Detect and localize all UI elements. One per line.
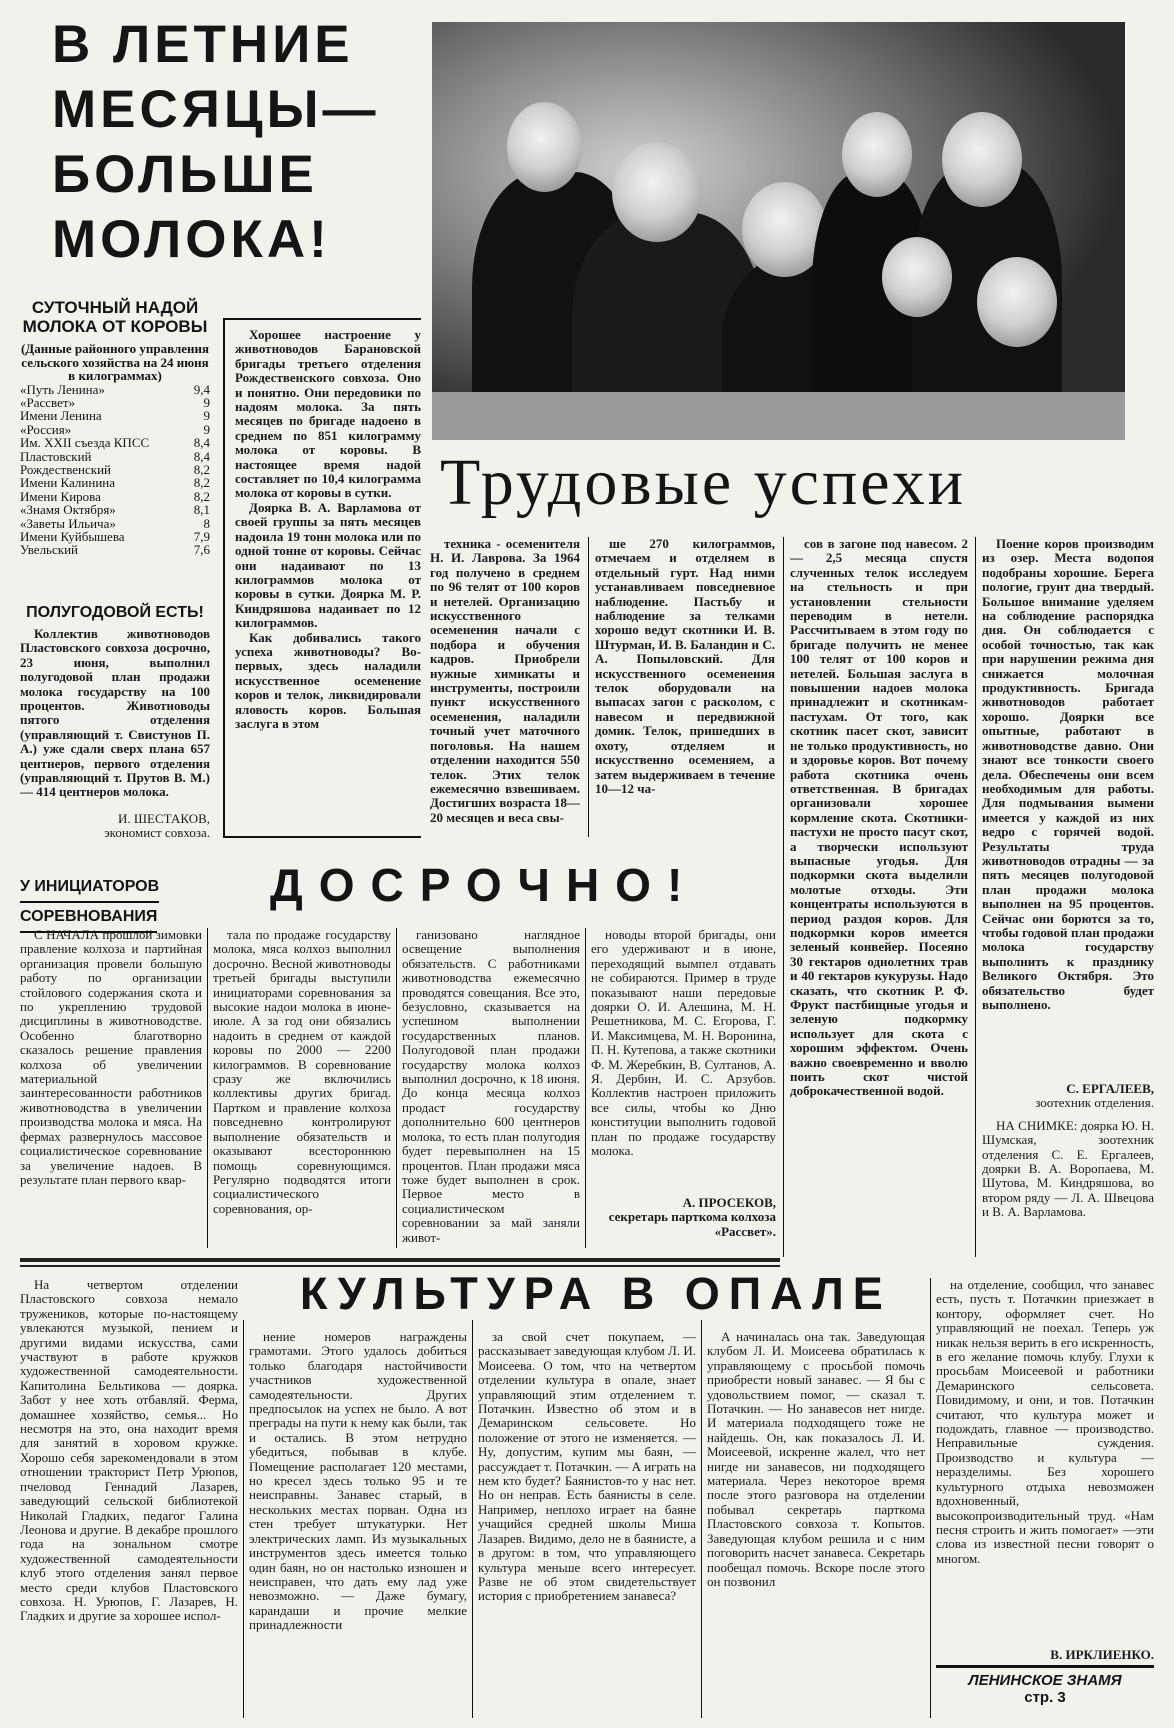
initiators-col-4: новоды второй бригады, они его удерживают и в июне, переходящий вымпел отдавать не собираются. Пример в труде показывают наши передовые доярки О. И. Алешина, М. Н. Решетникова, М. С. Егорова, Г. И. Максимцева, М. Н. Воронина, П. Н. Кутепова, а также скотники Ф. М. Жеребкин, В. Султанов, А. Я. Дербин, И. С. Арзубов. Коллектив настроен приложить все силы, чтобы ко Дню конституции выполнить годовой план по продаже государству молока. А. ПРОСЕКОВ, секретарь парткома колхоза «Рассвет». xyxy=(591,928,776,1239)
footer xyxy=(936,1665,1154,1706)
box-paragraph: Доярка В. А. Варламова от своей группы за пять месяцев надоила 19 тонн молока или по одной тонне от коровы. Сейчас они надаивают по 13 килограммов молока от коровы в сутки. Доярка М. Р. Киндряшова надаивает по 12 килограммов. xyxy=(235,499,421,631)
farm-yield: 9 xyxy=(203,421,210,437)
farm-yield: 8,2 xyxy=(193,475,210,491)
kultura-col-2: нение номеров награждены грамотами. Этого удалось добиться только благодаря настойчивости участников художественной самодеятельности. Других предпосылок на успех не было. А вот преграды на пути к нему как были, так и остались. В этом нетрудно убедиться, побывав в клубе. Помещение располагает 120 местами, но кресел здесь только 95 и те неисправны. Занавес старый, в нескольких местах порван. Одна из стен требует штукатурки. Нет электрических ламп. Из музыкальных инструментов здесь имеется только один баян, но он настолько изношен и неисправен, что дать ему лад уже невозможно. — Даже бумагу, карандаши и прочие мелкие принадлежности xyxy=(249,1330,467,1633)
farm-name: Им. XXII съезда КПСС xyxy=(20,435,150,451)
kultura-col-3: за свой счет покупаем, — рассказывает заведующая клубом Л. И. Моисеева. О том, что на четвертом отделении культура в опале, знает управляющий этим отделением т. Потачкин. Известно об этом и в Демаринском сельсовете. Но положение от этого не изменяется. — Ну, допустим, купим мы баян, — рассуждает т. Потачкин. — А играть на нем кто будет? Баянистов-то у нас нет. Но он неправ. Есть баянисты в селе. Например, неплохо играет на баяне учащийся средней школы Миша Лазарев. Видимо, дело не в баянисте, а в другом: в том, что управляющего культура меньше всего интересует. Разве не об этом свидетельствует история с приобретением занавеса? xyxy=(478,1330,696,1604)
farm-name: «Знамя Октября» xyxy=(20,502,116,518)
farm-yield: 9,4 xyxy=(193,381,210,397)
yield-row xyxy=(20,503,210,516)
yield-row xyxy=(20,450,210,463)
title-line: БОЛЬШЕ xyxy=(52,145,318,204)
farm-yield: 8,4 xyxy=(193,448,210,464)
farm-name: Рождественский xyxy=(20,461,112,477)
yield-row xyxy=(20,383,210,396)
farm-yield: 7,6 xyxy=(193,542,210,558)
yield-row xyxy=(20,530,210,543)
trud-col-3: сов в загоне под навесом. 2 — 2,5 месяца спустя слученных телок исследуем на стельность и при установлении стельности переводим в нетели. Рассчитываем в этом году по бригаде получить не менее 100 телят от 100 коров и нетелей. Большая заслуга в повышении надоев молока принадлежит и скотникам-пастухам. От того, как скотник пасет скот, зависит не только продуктивность, но и здоровье коров. Вот почему работа скотника очень ответственная. В бригадах организовали хорошее кормление скота. Скотники-пастухи не просто пасут скот, а творчески используют выпасные угодья. Для подкормки скота выделили молотые отходы. Эти концентраты используются в период раздоя коров. Для подкормки коров имеется зеленый конвейер. Посеяно 30 гектаров однолетних трав и 40 гектаров кукурузы. Надо сказать, что скотник Р. Ф. Фрукт пастбищные угодья и зеленую подкормку использует для скота с хорошим эффектом. Очень важно своевременно и вволю поить скот чистой доброкачественной водой. xyxy=(790,537,968,1099)
farm-name: Пластовский xyxy=(20,448,92,464)
farm-name: Имени Кирова xyxy=(20,488,101,504)
yield-row xyxy=(20,543,210,556)
farm-name: Увельский xyxy=(20,542,78,558)
half-year-heading: ПОЛУГОДОВОЙ ЕСТЬ! xyxy=(26,604,204,621)
trud-col-4: Поение коров производим из озер. Места водопоя подобраны хорошие. Берега пологие, грунт дна твердый. Большое внимание уделяем на соблюдение распорядка дня. Он соблюдается с особой точностью, так как при нарушении режима дня снижается молочная продуктивность. Бригада животноводов работает хорошо. Доярки все опытные, работают в животноводстве давно. Они знают все тонкости своего дела. Обеспечены они всем необходимым для работы. Для подмывания вымени имеется у каждой из них ведро с горячей водой. Результаты труда животноводов отрадны — за пять месяцев полугодовой план продажи молока выполнен на 95 процентов. Сейчас они борются за то, чтобы годовой план продажи молока государству выполнить к празднику Великого Октября. Это обязательство будет выполнено. С. ЕРГАЛЕЕВ, зоотехник отделения. НА СНИМКЕ: доярка Ю. Н. Шумская, зоотехник отделения С. Е. Ергалеев, доярки В. А. Воропаева, М. Шутова, М. Киндряшова, во втором ряду — Л. А. Швецова и В. А. Варламова. xyxy=(982,537,1154,1239)
initiators-col-1: С НАЧАЛА прошлой зимовки правление колхоза и партийная организация провели большую работу по организации стойлового содержания скота и по укреплению трудовой дисциплины в животноводстве. Особенно благотворно сказалось решение правления колхоза об увеличении материальной заинтересованности работников животноводства в увеличении производства молока и мяса. На фермах развернулось массовое социалистическое соревнование за увеличение надоев. В результате план первого квар- xyxy=(20,928,202,1187)
box-story xyxy=(223,318,421,838)
yield-row xyxy=(20,436,210,449)
yield-row xyxy=(20,490,210,503)
farm-name: Имени Ленина xyxy=(20,408,102,424)
initiators-signature: А. ПРОСЕКОВ, xyxy=(682,1195,776,1210)
yield-row xyxy=(20,423,210,436)
kultura-col-4: А начиналась она так. Заведующая клубом Л. И. Моисеева обратилась к управляющему с просьбой помочь приобрести новый занавес. — Я бы с удовольствием помог, — сказал т. Потачкин. — Но занавесов нет нигде. И материала подходящего тоже не найдешь. Он, как показалось Л. И. Моисеевой, искренне жалел, что нет нигде ни занавесов, ни подходящего материала. Через некоторое время после этого разговора на отделении побывал секретарь парткома Пластовского совхоза т. Копытов. Заведующая клубом решила и с ним поговорить насчет занавеса. Секретарь пообещал помочь. Вскоре после этого он позвонил xyxy=(707,1330,925,1589)
yield-note: (Данные районного управления сельского хозяйства на 24 июня в килограммах) xyxy=(20,341,210,383)
initiators-position: секретарь парткома колхоза «Рассвет». xyxy=(608,1209,776,1239)
yield-row xyxy=(20,396,210,409)
initiators-col-2: тала по продаже государству молока, мяса колхоз выполнил досрочно. Весной животноводы третьей бригады выступили инициаторами соревнования за высокие надои молока в июне-июле. А за год они обязались надоить в среднем от каждой коровы по 2000 — 2200 килограммов. В соревнование сразу же включились коллективы других бригад. Партком и правление колхоза повседневно контролируют выполнение обязательств и оказывают всестороннюю помощь соревнующимся. Регулярно подводятся итоги социалистического соревнования, ор- xyxy=(213,928,391,1216)
farm-name: Имени Калинина xyxy=(20,475,116,491)
farm-yield: 8,2 xyxy=(193,461,210,477)
yield-table-block xyxy=(20,298,210,557)
yield-table xyxy=(20,383,210,557)
kultura-col-5: на отделение, сообщил, что занавес есть, пусть т. Потачкин приезжает в контору, оформляет счет. Но управляющий не поехал. Теперь уж никак нельзя верить в его искренность, в его желание помочь клубу. Глухи к просьбам Моисеевой и работники Демаринского сельсовета. Повидимому, и они, и тов. Потачкин считают, что культура может и подождать, главное — производство. Неправильные суждения. Производство и культура — неразделимы. Без хорошего культурного отдыха невозможен вдохновенный, высокопроизводительный труд. «Нам песня строить и жить помогает» —эти слова из известной песни говорят о многом. В. ИРКЛИЕНКО. xyxy=(936,1278,1154,1662)
yield-row xyxy=(20,517,210,530)
page-number: стр. 3 xyxy=(1024,1689,1066,1706)
farm-name: «Рассвет» xyxy=(20,394,76,410)
farm-name: Имени Куйбышева xyxy=(20,528,125,544)
kultura-signature: В. ИРКЛИЕНКО. xyxy=(1050,1647,1154,1662)
photo-milkmaids xyxy=(432,22,1125,440)
main-title xyxy=(52,12,380,272)
photo-caption: НА СНИМКЕ: доярка Ю. Н. Шумская, зоотехник отделения С. Е. Ергалеев, доярки В. А. Воропаева, М. Шутова, М. Киндряшова, во втором ряду — Л. А. Швецова и В. А. Варламова. xyxy=(982,1118,1154,1220)
farm-name: «Заветы Ильича» xyxy=(20,515,116,531)
initiators-col-3: ганизовано наглядное освещение выполнения обязательств. С работниками животноводства ежемесячно проводятся совещания. Все это, безусловно, сказывается на успешном выполнении государственных планов. Полугодовой план продажи государству молока колхоз выполнил досрочно, к 18 июня. До конца месяца колхоз продаст государству дополнительно 600 центнеров молока, то есть план полугодия будет перевыполнен на 15 процентов. План продажи мяса тоже будет выполнен в срок. Первое место в социалистическом соревновании за май заняли живот- xyxy=(402,928,580,1245)
box-story-text xyxy=(235,328,421,833)
title-line: В ЛЕТНИЕ xyxy=(52,15,354,74)
trud-headline: Трудовые успехи xyxy=(440,446,967,519)
kultura-col-1: На четвертом отделении Пластовского совхоза немало тружеников, которые по-настоящему увлекаются музыкой, пением и другими видами искусства, сами участвуют в работе кружков художественной самодеятельности. Капитолина Бельтикова — доярка. Забот у нее хоть отбавляй. Ферма, домашнее хозяйство, семья... Но несмотря на это, она находит время для занятий в хоровом кружке. Хорошо себя зарекомендовали в этом отношении тракторист Петр Урюпов, пчеловод Геннадий Лазарев, заведующий сельской библиотекой Николай Гладких, педагог Галина Леонова и другие. В декабре прошлого года на зональном смотре художественной самодеятельности клуб этого отделения занял первое место среди клубов Пластовского совхоза. Н. Урюпов, Г. Лазарев, Н. Гладких и другие за хорошее испол- xyxy=(20,1278,238,1624)
newspaper-name: ЛЕНИНСКОЕ ЗНАМЯ xyxy=(968,1672,1122,1689)
rubric-line-1: У ИНИЦИАТОРОВ xyxy=(20,873,159,903)
yield-heading: СУТОЧНЫЙ НАДОЙ МОЛОКА ОТ КОРОВЫ xyxy=(22,298,208,336)
trud-position: зоотехник отделения. xyxy=(1035,1095,1154,1111)
title-line: МЕСЯЦЫ— xyxy=(52,80,380,139)
half-year-signature: И. ШЕСТАКОВ, xyxy=(118,812,210,826)
dosrochno-headline: ДОСРОЧНО! xyxy=(270,859,699,911)
farm-name: «Путь Ленина» xyxy=(20,381,105,397)
farm-yield: 7,9 xyxy=(193,528,210,544)
farm-yield: 8,2 xyxy=(193,488,210,504)
trud-col-2: ше 270 килограммов, отмечаем и отделяем в отдельный гурт. Над ними устанавливаем повседневное наблюдение. Пастьбу и наблюдение за телками хорошо ведут скотники И. В. Штурман, И. В. Баландин и С. А. Попыловский. Для искусственного осеменения телок оборудовали на выпасах загон с расколом, с навесом и передвижной домик. Телок, пришедших в охоту, отделяем и искусственно осеменяем, а затем выдерживаем в течение 10—12 ча- xyxy=(595,537,775,796)
farm-yield: 8,1 xyxy=(193,502,210,518)
farm-yield: 9 xyxy=(203,394,210,410)
yield-row xyxy=(20,476,210,489)
yield-row xyxy=(20,463,210,476)
half-year-block xyxy=(20,603,210,841)
box-paragraph: Хорошее настроение у животноводов Барановской бригады третьего отделения Рождественского совхоза. Оно и понятно. Они передовики по надоям молока. За пять месяцев по бригаде надоено в среднем по 851 килограмму молока от коровы. В настоящее время надой составляет по 10,4 килограмма молока от коровы в сутки. xyxy=(235,328,421,501)
rubric xyxy=(20,873,159,933)
title-line: МОЛОКА! xyxy=(52,210,331,269)
box-paragraph: Как добивались такого успеха животноводы? Во-первых, здесь наладили искусственное осеменение коров и телок, ликвидировали яловость коров. Большая заслуга в этом xyxy=(235,629,421,731)
farm-yield: 8 xyxy=(203,515,210,531)
trud-col-1: техника - осеменителя Н. И. Лаврова. За 1964 год получено в среднем по 96 телят от 100 коров и нетелей. Организацию искусственного осеменения начали с подбора и обучения кадров. Приобрели нужные химикаты и инструменты, построили пункт искусственного осеменения, наладили точный учет маточного поголовья. На нашем отделении находится 550 телок. Этих телок ежемесячно взвешиваем. Достигших возраста 18—20 месяцев и веса свы- xyxy=(430,537,580,825)
trud-signature: С. ЕРГАЛЕЕВ, xyxy=(1066,1081,1154,1096)
half-year-position: экономист совхоза. xyxy=(104,826,210,841)
farm-yield: 9 xyxy=(203,408,210,424)
rubric-line-2: СОРЕВНОВАНИЯ xyxy=(20,903,157,933)
yield-row xyxy=(20,409,210,422)
half-year-text xyxy=(20,627,210,812)
kultura-headline: КУЛЬТУРА В ОПАЛЕ xyxy=(300,1268,892,1319)
farm-name: «Россия» xyxy=(20,421,72,437)
farm-yield: 8,4 xyxy=(193,435,210,451)
half-year-paragraph: Коллектив животноводов Пластовского совхоза досрочно, 23 июня, выполнил полугодовой план продажи молока государству на 100 процентов. Животноводы пятого отделения (управляющий т. Свистунов П. А.) уже сдали сверх плана 657 центнеров, первого отделения (управляющий т. Прутов В. М.) — 414 центнеров молока. xyxy=(20,627,210,800)
